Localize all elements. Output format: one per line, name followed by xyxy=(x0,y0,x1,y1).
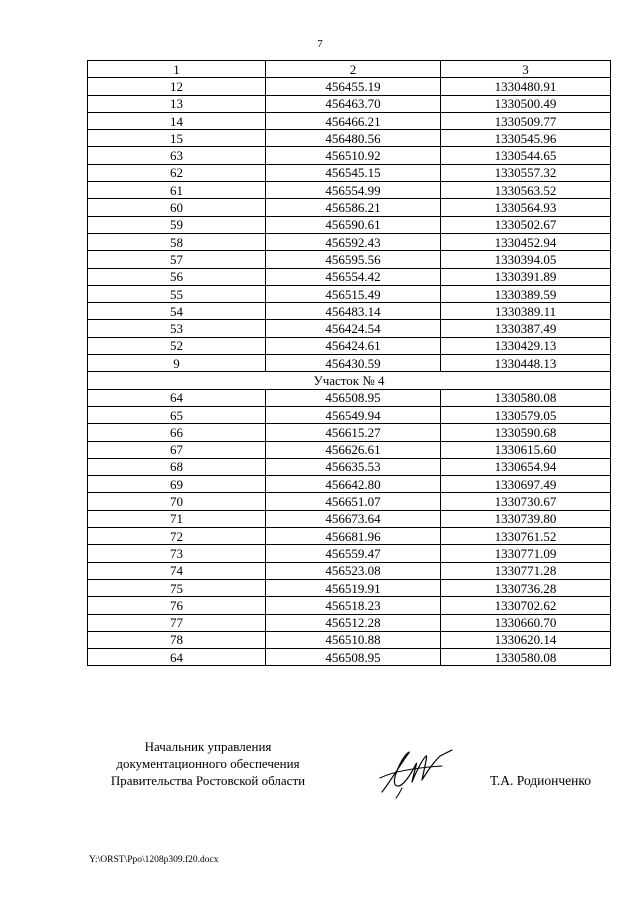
table-cell: 456626.61 xyxy=(266,441,441,458)
table-cell: 456673.64 xyxy=(266,510,441,527)
table-cell: 456508.95 xyxy=(266,389,441,406)
table-cell: 68 xyxy=(88,458,266,475)
table-row xyxy=(88,545,611,562)
table-cell: 456512.28 xyxy=(266,614,441,631)
table-cell: 456590.61 xyxy=(266,216,441,233)
table-cell: 54 xyxy=(88,303,266,320)
table-cell: 71 xyxy=(88,510,266,527)
table-cell: 1330557.32 xyxy=(441,164,611,181)
table-cell: 76 xyxy=(88,597,266,614)
table-cell: 1330660.70 xyxy=(441,614,611,631)
table-row xyxy=(88,614,611,631)
table-cell: 66 xyxy=(88,424,266,441)
table-cell: 3 xyxy=(441,61,611,78)
table-cell: 1330654.94 xyxy=(441,458,611,475)
table-cell: 15 xyxy=(88,130,266,147)
table-cell: 456592.43 xyxy=(266,233,441,250)
table-cell: 1330739.80 xyxy=(441,510,611,527)
table-cell: 9 xyxy=(88,355,266,372)
table-row xyxy=(88,337,611,354)
table-row xyxy=(88,78,611,95)
table-cell: 1330579.05 xyxy=(441,406,611,423)
table-cell: 456455.19 xyxy=(266,78,441,95)
table-row xyxy=(88,199,611,216)
table-row xyxy=(88,303,611,320)
table-row xyxy=(88,130,611,147)
table-cell: 77 xyxy=(88,614,266,631)
table-cell: 2 xyxy=(266,61,441,78)
table-row xyxy=(88,285,611,302)
table-cell: 456483.14 xyxy=(266,303,441,320)
table-row xyxy=(88,562,611,579)
table-cell: 60 xyxy=(88,199,266,216)
table-cell: 58 xyxy=(88,233,266,250)
table-cell: 78 xyxy=(88,631,266,648)
table-cell: 57 xyxy=(88,251,266,268)
table-cell: 456463.70 xyxy=(266,95,441,112)
table-cell: 456595.56 xyxy=(266,251,441,268)
table-cell: 1330580.08 xyxy=(441,389,611,406)
table-cell: 53 xyxy=(88,320,266,337)
table-cell: 1330394.05 xyxy=(441,251,611,268)
table-row xyxy=(88,216,611,233)
handwritten-signature xyxy=(372,742,462,802)
table-cell: 456586.21 xyxy=(266,199,441,216)
table-row xyxy=(88,389,611,406)
table-cell: 1 xyxy=(88,61,266,78)
table-cell: 1330730.67 xyxy=(441,493,611,510)
table-cell: 1330697.49 xyxy=(441,476,611,493)
table-row xyxy=(88,233,611,250)
table-cell: 67 xyxy=(88,441,266,458)
section-label: Участок № 4 xyxy=(88,372,611,389)
table-cell: 1330448.13 xyxy=(441,355,611,372)
table-cell: 55 xyxy=(88,285,266,302)
table-cell: 456549.94 xyxy=(266,406,441,423)
table-row xyxy=(88,528,611,545)
table-row xyxy=(88,268,611,285)
table-cell: 70 xyxy=(88,493,266,510)
table-cell: 75 xyxy=(88,579,266,596)
table-cell: 1330389.11 xyxy=(441,303,611,320)
table-cell: 456518.23 xyxy=(266,597,441,614)
table-cell: 13 xyxy=(88,95,266,112)
table-cell: 1330544.65 xyxy=(441,147,611,164)
table-cell: 69 xyxy=(88,476,266,493)
table-cell: 73 xyxy=(88,545,266,562)
table-cell: 59 xyxy=(88,216,266,233)
table-cell: 456515.49 xyxy=(266,285,441,302)
table-row xyxy=(88,441,611,458)
table-row xyxy=(88,476,611,493)
table-cell: 65 xyxy=(88,406,266,423)
table-cell: 1330736.28 xyxy=(441,579,611,596)
table-row xyxy=(88,251,611,268)
table-cell: 12 xyxy=(88,78,266,95)
table-cell: 1330615.60 xyxy=(441,441,611,458)
table-row xyxy=(88,424,611,441)
table-cell: 1330502.67 xyxy=(441,216,611,233)
table-cell: 1330563.52 xyxy=(441,182,611,199)
table-cell: 1330761.52 xyxy=(441,528,611,545)
signatory-title xyxy=(88,738,328,789)
signatory-name: Т.А. Родионченко xyxy=(490,773,591,788)
table-cell: 1330580.08 xyxy=(441,649,611,666)
table-row xyxy=(88,182,611,199)
table-cell: 64 xyxy=(88,649,266,666)
table-row xyxy=(88,406,611,423)
table-cell: 456615.27 xyxy=(266,424,441,441)
table-cell: 456545.15 xyxy=(266,164,441,181)
table-cell: 1330391.89 xyxy=(441,268,611,285)
table-row xyxy=(88,510,611,527)
table-cell: 14 xyxy=(88,112,266,129)
table-cell: 456554.42 xyxy=(266,268,441,285)
table-cell: 456635.53 xyxy=(266,458,441,475)
table-row xyxy=(88,597,611,614)
table-cell: 456559.47 xyxy=(266,545,441,562)
table-cell: 64 xyxy=(88,389,266,406)
table-row xyxy=(88,95,611,112)
table-cell: 61 xyxy=(88,182,266,199)
table-cell: 456510.92 xyxy=(266,147,441,164)
table-cell: 456651.07 xyxy=(266,493,441,510)
table-cell: 1330387.49 xyxy=(441,320,611,337)
table-row xyxy=(88,355,611,372)
table-cell: 1330500.49 xyxy=(441,95,611,112)
table-row xyxy=(88,61,611,78)
table-cell: 1330480.91 xyxy=(441,78,611,95)
table-cell: 1330429.13 xyxy=(441,337,611,354)
table-cell: 456480.56 xyxy=(266,130,441,147)
table-row xyxy=(88,631,611,648)
table-cell: 456424.61 xyxy=(266,337,441,354)
table-cell: 456519.91 xyxy=(266,579,441,596)
signatory-title-line3: Правительства Ростовской области xyxy=(110,773,306,788)
file-path: Y:\ORST\Ppo\1208p309.f20.docx xyxy=(89,855,219,865)
table-row xyxy=(88,649,611,666)
table-row xyxy=(88,112,611,129)
table-cell: 74 xyxy=(88,562,266,579)
table-cell: 1330702.62 xyxy=(441,597,611,614)
table-cell: 1330590.68 xyxy=(441,424,611,441)
table-cell: 1330564.93 xyxy=(441,199,611,216)
section-row xyxy=(88,372,611,389)
table-cell: 456510.88 xyxy=(266,631,441,648)
table-row xyxy=(88,147,611,164)
table-cell: 1330545.96 xyxy=(441,130,611,147)
table-row xyxy=(88,493,611,510)
page-number: 7 xyxy=(317,38,323,50)
coordinates-table xyxy=(87,60,611,666)
table-cell: 56 xyxy=(88,268,266,285)
table-cell: 456523.08 xyxy=(266,562,441,579)
signatory-title-line2: документационного обеспечения xyxy=(116,756,300,771)
table-cell: 456642.80 xyxy=(266,476,441,493)
table-cell: 72 xyxy=(88,528,266,545)
table-cell: 52 xyxy=(88,337,266,354)
table-cell: 456554.99 xyxy=(266,182,441,199)
table-row xyxy=(88,458,611,475)
table-cell: 1330389.59 xyxy=(441,285,611,302)
table-cell: 1330771.28 xyxy=(441,562,611,579)
table-cell: 456466.21 xyxy=(266,112,441,129)
table-cell: 456681.96 xyxy=(266,528,441,545)
table-row xyxy=(88,579,611,596)
table-row xyxy=(88,164,611,181)
table-row xyxy=(88,320,611,337)
table-cell: 1330509.77 xyxy=(441,112,611,129)
table-cell: 1330452.94 xyxy=(441,233,611,250)
table-cell: 62 xyxy=(88,164,266,181)
table-cell: 1330771.09 xyxy=(441,545,611,562)
table-cell: 456508.95 xyxy=(266,649,441,666)
table-cell: 456430.59 xyxy=(266,355,441,372)
table-cell: 456424.54 xyxy=(266,320,441,337)
table-cell: 1330620.14 xyxy=(441,631,611,648)
signatory-title-line1: Начальник управления xyxy=(144,739,272,754)
table-cell: 63 xyxy=(88,147,266,164)
